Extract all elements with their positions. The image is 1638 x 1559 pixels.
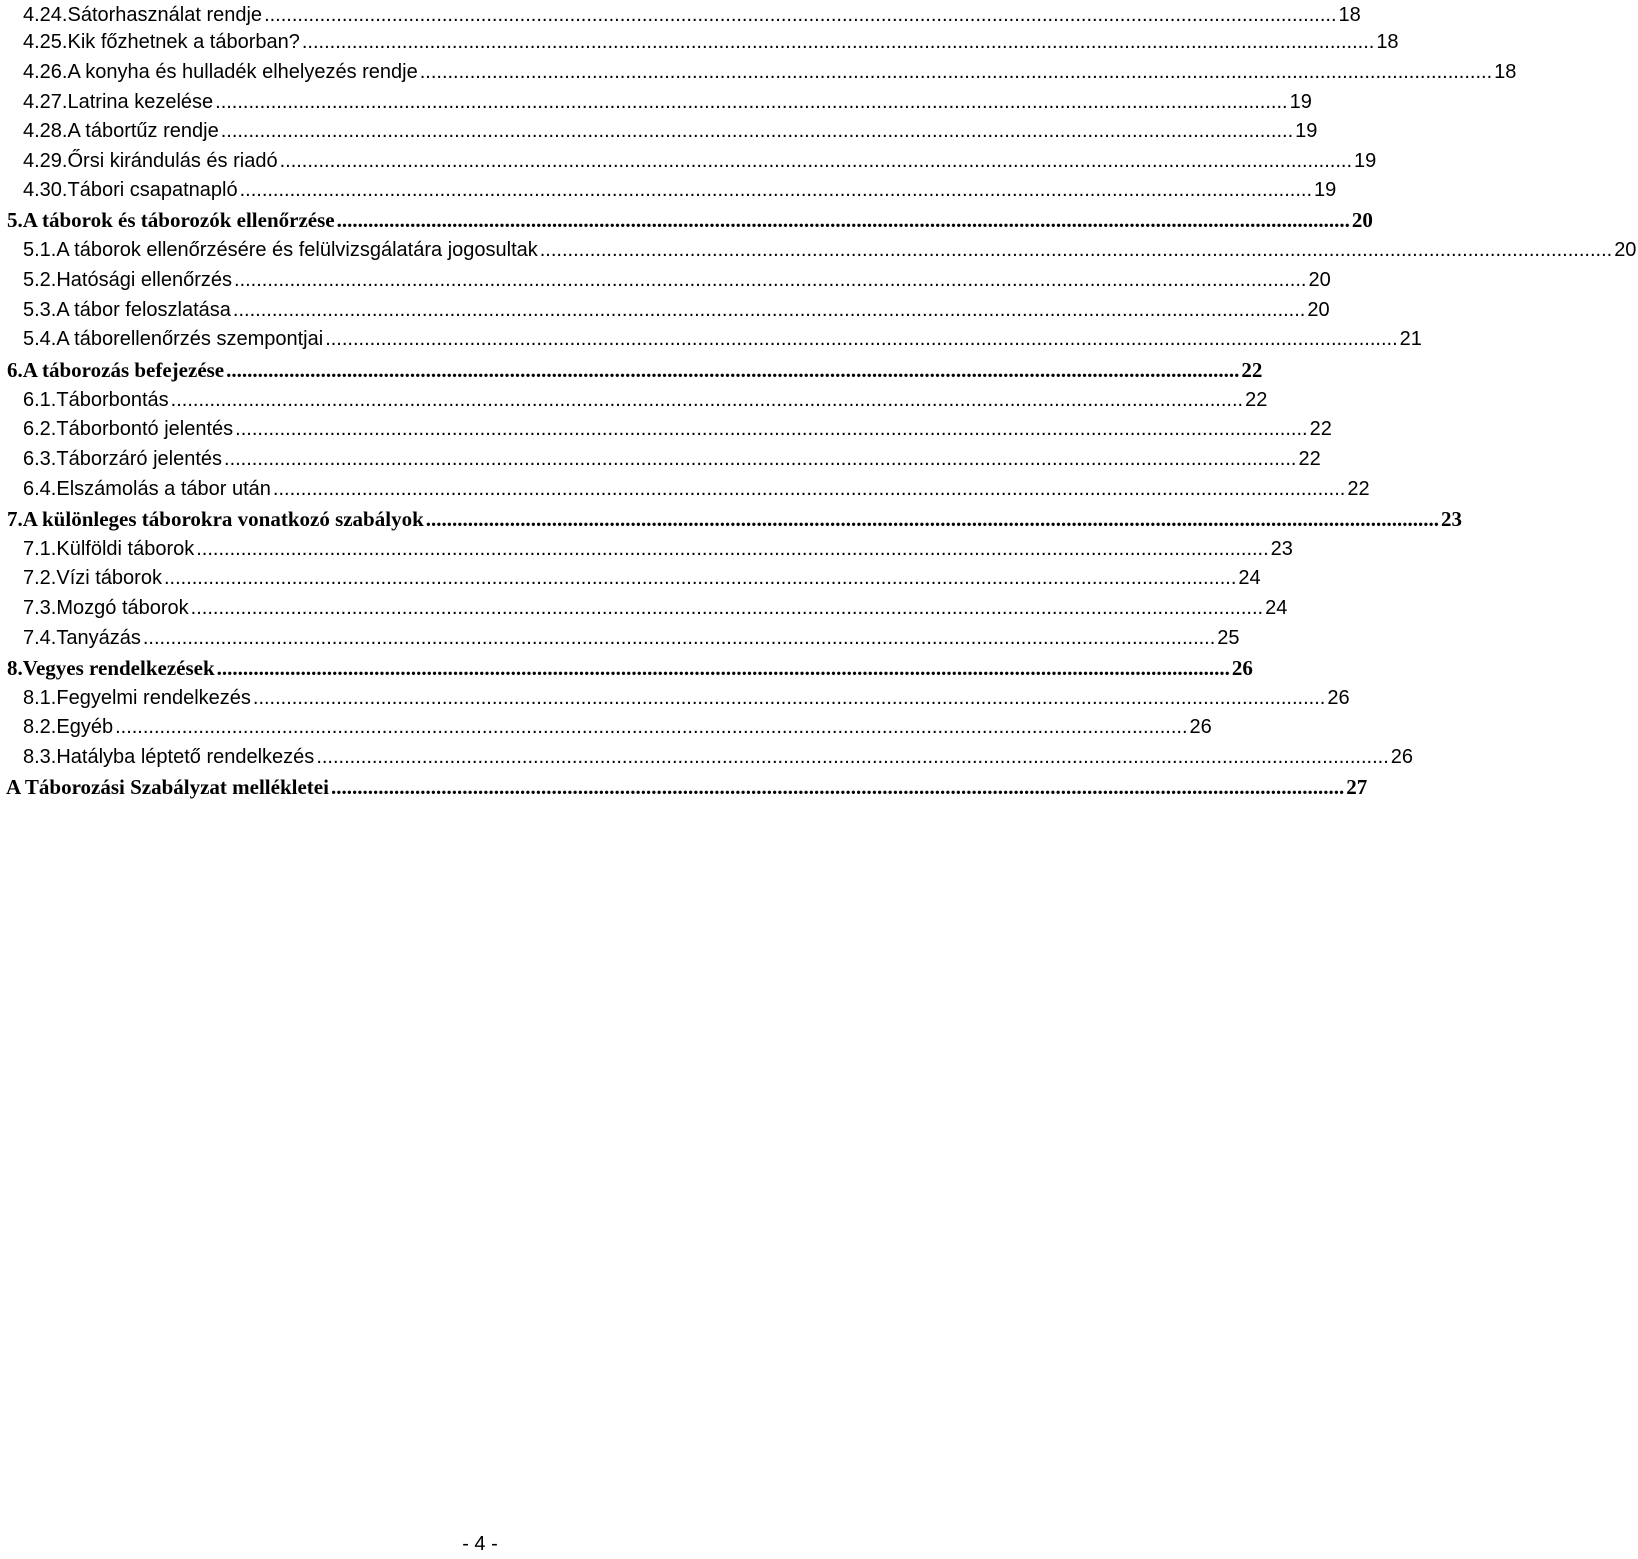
toc-entry-title: Elszámolás a tábor után (56, 477, 271, 500)
toc-entry-title: Külföldi táborok (56, 537, 195, 560)
toc-leader-dots: ................................................................................................................................................................................................. (190, 596, 1264, 619)
toc-entry-number: 6.2. (23, 417, 57, 440)
toc-entry[interactable] (0, 623, 1240, 653)
toc-annex-entry[interactable] (0, 772, 1368, 802)
toc-entry-title: Latrina kezelése (67, 90, 214, 113)
toc-leader-dots: ................................................................................................................................................................................................. (226, 357, 1240, 382)
toc-chapter-entry[interactable] (0, 653, 1253, 683)
toc-entry[interactable] (0, 295, 1330, 325)
toc-entry[interactable] (0, 385, 1268, 415)
toc-entry-title: Vízi táborok (56, 566, 162, 589)
toc-entry-number: 8.2. (23, 715, 57, 738)
toc-entry-number: 8.3. (23, 745, 57, 768)
toc-entry-title: Tábori csapatnapló (67, 178, 238, 201)
toc-leader-dots: ................................................................................................................................................................................................. (235, 417, 1308, 440)
toc-entry-page: 18 (1338, 3, 1361, 26)
toc-entry[interactable] (0, 414, 1332, 444)
toc-entry-page: 26 (1189, 715, 1212, 738)
toc-entry-page: 22 (1298, 447, 1321, 470)
toc-entry-number: 8.1. (23, 686, 57, 709)
toc-entry-number: 4.28. (23, 119, 68, 142)
toc-entry-page: 19 (1289, 90, 1312, 113)
toc-entry-page: 19 (1314, 178, 1337, 201)
toc-leader-dots: ................................................................................................................................................................................................. (163, 566, 1237, 589)
toc-entry-title: A konyha és hulladék elhelyezés rendje (67, 60, 418, 83)
toc-entry-number: 7. (7, 506, 23, 531)
toc-entry-page: 26 (1390, 745, 1413, 768)
toc-chapter-entry[interactable] (0, 205, 1373, 235)
toc-entry-number: 6.1. (23, 388, 57, 411)
toc-entry[interactable] (0, 175, 1337, 205)
toc-entry-number: 7.3. (23, 596, 57, 619)
toc-leader-dots: ................................................................................................................................................................................................. (215, 90, 1288, 113)
page-number: - 4 - (462, 1533, 498, 1555)
toc-entry-page: 24 (1265, 596, 1288, 619)
toc-leader-dots: ................................................................................................................................................................................................. (234, 268, 1307, 291)
toc-entry-page: 18 (1494, 60, 1517, 83)
toc-entry-page: 22 (1309, 417, 1332, 440)
toc-entry[interactable] (0, 27, 1399, 57)
toc-leader-dots: ................................................................................................................................................................................................. (272, 477, 1346, 500)
toc-entry-number: 4.30. (23, 178, 68, 201)
toc-leader-dots: ................................................................................................................................................................................................. (264, 3, 1337, 26)
toc-entry-title: Sátorhasználat rendje (67, 3, 263, 26)
toc-leader-dots: ................................................................................................................................................................................................. (325, 327, 1398, 350)
toc-entry-page: 21 (1399, 327, 1422, 350)
toc-entry-number: 4.25. (23, 30, 68, 53)
toc-entry-number: 4.27. (23, 90, 68, 113)
toc-leader-dots: ................................................................................................................................................................................................. (239, 178, 1313, 201)
toc-entry[interactable] (0, 116, 1318, 146)
toc-entry[interactable] (0, 563, 1261, 593)
toc-entry-title: Vegyes rendelkezések (22, 655, 215, 680)
toc-leader-dots: ................................................................................................................................................................................................. (224, 447, 1297, 470)
toc-chapter-entry[interactable] (0, 355, 1263, 385)
toc-entry-title: A tábortűz rendje (67, 119, 219, 142)
toc-entry[interactable] (0, 593, 1288, 623)
toc-entry-title: A tábor feloszlatása (56, 298, 231, 321)
toc-leader-dots: ................................................................................................................................................................................................. (232, 298, 1306, 321)
toc-entry-page: 22 (1241, 357, 1263, 382)
toc-entry-number: 5.4. (23, 327, 57, 350)
toc-entry-number: 8. (7, 655, 23, 680)
toc-entry-title: A Táborozási Szabályzat mellékletei (6, 774, 329, 799)
toc-entry[interactable] (0, 474, 1370, 504)
toc-entry[interactable] (0, 146, 1377, 176)
toc-entry-page: 19 (1354, 149, 1377, 172)
toc-entry-page: 27 (1346, 774, 1368, 799)
toc-leader-dots: ................................................................................................................................................................................................. (301, 30, 1375, 53)
toc-entry-title: A táborok ellenőrzésére és felülvizsgálatára jogosultak (56, 238, 538, 261)
toc-entry-title: A táborellenőrzés szempontjai (56, 327, 324, 350)
toc-entry-page: 23 (1441, 506, 1462, 531)
toc-entry-number: 5. (7, 207, 23, 232)
toc-entry[interactable] (0, 265, 1331, 295)
toc-entry-number: 7.1. (23, 537, 57, 560)
toc-entry-title: Egyéb (56, 715, 114, 738)
toc-entry-number: 5.1. (23, 238, 57, 261)
toc-leader-dots: ................................................................................................................................................................................................. (279, 149, 1353, 172)
toc-entry[interactable] (0, 712, 1212, 742)
toc-entry-page: 26 (1231, 655, 1253, 680)
toc-entry-page: 19 (1295, 119, 1318, 142)
toc-leader-dots: ................................................................................................................................................................................................. (142, 626, 1216, 649)
toc-entry[interactable] (0, 742, 1413, 772)
toc-entry-title: A különleges táborokra vonatkozó szabályok (22, 506, 424, 531)
toc-entry-title: A táborok és táborozók ellenőrzése (22, 207, 335, 232)
toc-entry-number: 6. (7, 357, 23, 382)
toc-entry-number: 4.24. (23, 3, 68, 26)
toc-leader-dots: ................................................................................................................................................................................................. (539, 238, 1613, 261)
toc-entry-title: Táborbontó jelentés (56, 417, 234, 440)
toc-leader-dots: ................................................................................................................................................................................................. (220, 119, 1294, 142)
toc-entry-number: 4.26. (23, 60, 68, 83)
toc-entry-title: Tanyázás (56, 626, 141, 649)
toc-entry[interactable] (0, 534, 1293, 564)
toc-entry-title: Táborbontás (56, 388, 169, 411)
toc-entry-number: 5.2. (23, 268, 57, 291)
toc-leader-dots: ................................................................................................................................................................................................. (170, 388, 1244, 411)
toc-leader-dots: ................................................................................................................................................................................................. (425, 506, 1439, 531)
toc-leader-dots: ................................................................................................................................................................................................. (316, 745, 1389, 768)
toc-entry[interactable] (0, 324, 1422, 354)
toc-entry-title: Mozgó táborok (56, 596, 189, 619)
toc-entry-page: 20 (1307, 298, 1330, 321)
toc-entry[interactable] (0, 683, 1350, 713)
toc-entry-page: 24 (1238, 566, 1261, 589)
toc-entry-page: 20 (1614, 238, 1637, 261)
toc-entry-number: 7.4. (23, 626, 57, 649)
toc-entry-number: 7.2. (23, 566, 57, 589)
toc-entry-title: Hatályba léptető rendelkezés (56, 745, 315, 768)
toc-entry-page: 20 (1308, 268, 1331, 291)
toc-entry-page: 22 (1245, 388, 1268, 411)
toc-entry-number: 6.4. (23, 477, 57, 500)
toc-entry-title: Táborzáró jelentés (56, 447, 223, 470)
toc-entry[interactable] (0, 0, 1361, 30)
toc-entry[interactable] (0, 57, 1517, 87)
toc-entry-page: 25 (1217, 626, 1240, 649)
toc-entry-number: 4.29. (23, 149, 68, 172)
toc-entry-title: Kik főzhetnek a táborban? (67, 30, 300, 53)
toc-entry[interactable] (0, 87, 1312, 117)
toc-entry-title: Fegyelmi rendelkezés (56, 686, 251, 709)
toc-entry-title: Hatósági ellenőrzés (56, 268, 233, 291)
toc-entry-page: 22 (1347, 477, 1370, 500)
toc-entry-title: A táborozás befejezése (22, 357, 225, 382)
toc-leader-dots: ................................................................................................................................................................................................. (419, 60, 1493, 83)
toc-leader-dots: ................................................................................................................................................................................................. (336, 207, 1350, 232)
toc-entry-title: Őrsi kirándulás és riadó (67, 149, 278, 172)
toc-entry-page: 20 (1351, 207, 1373, 232)
toc-entry-page: 26 (1327, 686, 1350, 709)
toc-leader-dots: ................................................................................................................................................................................................. (252, 686, 1326, 709)
toc-entry-page: 18 (1376, 30, 1399, 53)
toc-entry-number: 5.3. (23, 298, 57, 321)
toc-leader-dots: ................................................................................................................................................................................................. (115, 715, 1188, 738)
toc-entry-page: 23 (1270, 537, 1293, 560)
toc-entry-number: 6.3. (23, 447, 57, 470)
toc-entry[interactable] (0, 235, 1637, 265)
toc-chapter-entry[interactable] (0, 504, 1462, 534)
toc-entry[interactable] (0, 444, 1321, 474)
toc-leader-dots: ................................................................................................................................................................................................. (196, 537, 1269, 560)
toc-leader-dots: ................................................................................................................................................................................................. (216, 655, 1230, 680)
toc-leader-dots: ................................................................................................................................................................................................. (330, 774, 1345, 799)
